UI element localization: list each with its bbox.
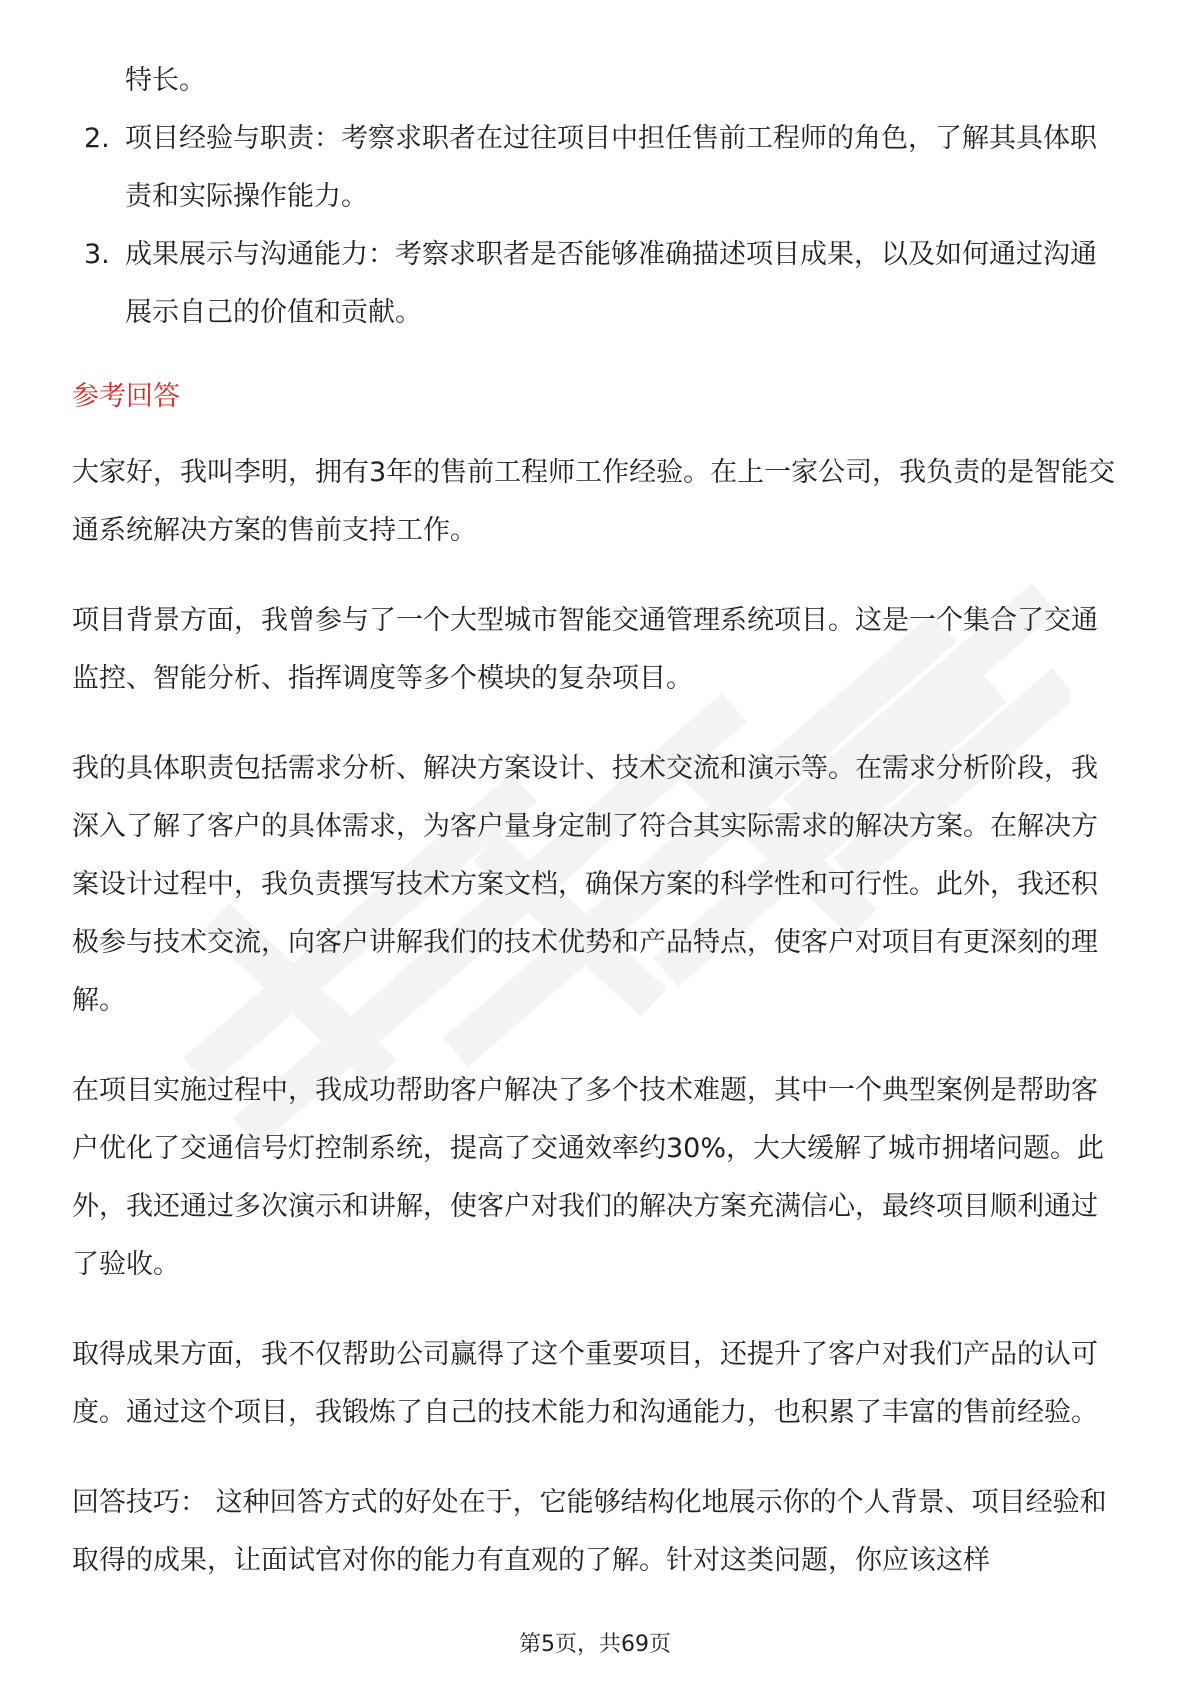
paragraph-implementation: 在项目实施过程中，我成功帮助客户解决了多个技术难题，其中一个典型案例是帮助客户优化了交通信号灯控制系统，提高了交通效率约30%，大大缓解了城市拥堵问题。此外，我还通过多次演示和讲解，使客户对我们的解决方案充满信心，最终项目顺利通过了验收。 [72, 1075, 1105, 1280]
list-item-text: 项目经验与职责：考察求职者在过往项目中担任售前工程师的角色，了解其具体职责和实际操作能力。 [125, 123, 1097, 212]
document-body [72, 52, 1122, 1590]
list-item-continuation: 特长。 [125, 65, 206, 96]
list-item-text: 成果展示与沟通能力：考察求职者是否能够准确描述项目成果，以及如何通过沟通展示自己的价值和贡献。 [125, 239, 1097, 328]
list-number: 3. [84, 239, 110, 270]
page-number-footer: 第5页，共69页 [519, 1632, 671, 1657]
paragraph-tips: 回答技巧： 这种回答方式的好处在于，它能够结构化地展示你的个人背景、项目经验和取得的成果，让面试官对你的能力有直观的了解。针对这类问题，你应该这样 [72, 1487, 1107, 1576]
paragraph-responsibilities: 我的具体职责包括需求分析、解决方案设计、技术交流和演示等。在需求分析阶段，我深入了解了客户的具体需求，为客户量身定制了符合其实际需求的解决方案。在解决方案设计过程中，我负责撰写技术方案文档，确保方案的科学性和可行性。此外，我还积极参与技术交流，向客户讲解我们的技术优势和产品特点，使客户对项目有更深刻的理解。 [72, 753, 1098, 1016]
paragraph-results: 取得成果方面，我不仅帮助公司赢得了这个重要项目，还提升了客户对我们产品的认可度。通过这个项目，我锻炼了自己的技术能力和沟通能力，也积累了丰富的售前经验。 [72, 1339, 1098, 1428]
list-item [72, 226, 1122, 342]
criteria-list [72, 110, 1122, 342]
paragraph-intro: 大家好，我叫李明，拥有3年的售前工程师工作经验。在上一家公司，我负责的是智能交通系统解决方案的售前支持工作。 [72, 457, 1116, 546]
list-item [72, 110, 1122, 226]
section-title: 参考回答 [72, 381, 180, 412]
paragraph-background: 项目背景方面，我曾参与了一个大型城市智能交通管理系统项目。这是一个集合了交通监控、智能分析、指挥调度等多个模块的复杂项目。 [72, 605, 1098, 694]
list-number: 2. [84, 123, 110, 154]
